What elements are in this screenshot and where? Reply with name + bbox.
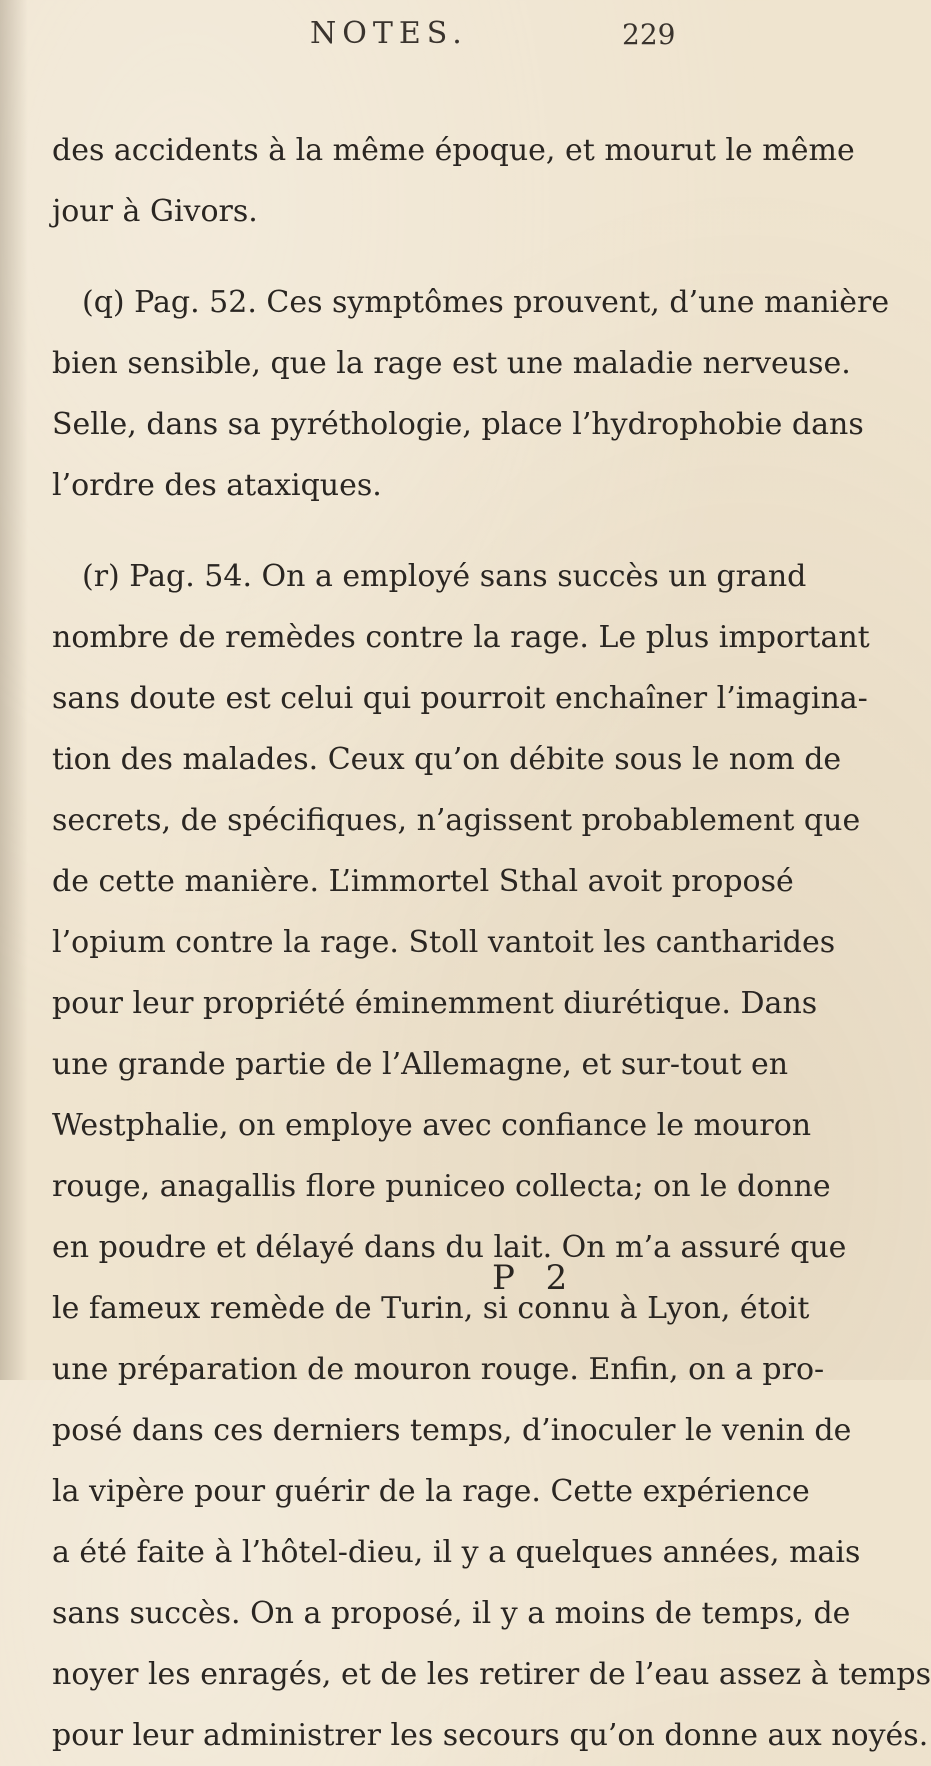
text-line: secrets, de spécifiques, n’agissent probablement que: [52, 803, 861, 838]
signature-mark: P 2: [492, 1258, 578, 1298]
text-line: des accidents à la même époque, et mourut le même: [52, 133, 855, 168]
text-line: pour leur administrer les secours qu’on donne aux noyés.: [52, 1718, 929, 1753]
text-line: sans succès. On a proposé, il y a moins de temps, de: [52, 1596, 851, 1631]
text-line: pour leur propriété éminemment diurétique. Dans: [52, 986, 818, 1021]
text-line: Selle, dans sa pyréthologie, place l’hydrophobie dans: [52, 407, 864, 442]
text-line: sans doute est celui qui pourroit enchaîner l’imagina-: [52, 681, 868, 716]
text-line: de cette manière. L’immortel Sthal avoit proposé: [52, 864, 794, 899]
text-line: tion des malades. Ceux qu’on débite sous le nom de: [52, 742, 842, 777]
text-line: Westphalie, on employe avec confiance le mouron: [52, 1108, 812, 1143]
footnote-r-start: (r) Pag. 54. On a employé sans succès un grand: [82, 559, 807, 594]
text-line: l’opium contre la rage. Stoll vantoit les cantharides: [52, 925, 836, 960]
text-line: nombre de remèdes contre la rage. Le plus important: [52, 620, 870, 655]
text-line: une grande partie de l’Allemagne, et sur-tout en: [52, 1047, 789, 1082]
text-line: une préparation de mouron rouge. Enfin, on a pro-: [52, 1352, 825, 1387]
text-line: a été faite à l’hôtel-dieu, il y a quelques années, mais: [52, 1535, 861, 1570]
text-line: le fameux remède de Turin, si connu à Lyon, étoit: [52, 1291, 810, 1326]
text-line: noyer les enragés, et de les retirer de l’eau assez à temps: [52, 1657, 931, 1692]
text-line: jour à Givors.: [52, 194, 258, 229]
page-edge-shadow: [0, 0, 28, 1380]
footnote-q-start: (q) Pag. 52. Ces symptômes prouvent, d’une manière: [82, 285, 890, 320]
text-line: posé dans ces derniers temps, d’inoculer le venin de: [52, 1413, 852, 1448]
text-line: bien sensible, que la rage est une maladie nerveuse.: [52, 346, 851, 381]
text-line: rouge, anagallis flore puniceo collecta; on le donne: [52, 1169, 831, 1204]
page-header: [0, 12, 800, 62]
text-line: la vipère pour guérir de la rage. Cette expérience: [52, 1474, 810, 1509]
page-number: 229: [622, 18, 676, 51]
text-line: en poudre et délayé dans du lait. On m’a assuré que: [52, 1230, 847, 1265]
running-title: NOTES.: [310, 16, 468, 51]
text-line: l’ordre des ataxiques.: [52, 468, 382, 503]
body-text: [52, 120, 931, 1766]
